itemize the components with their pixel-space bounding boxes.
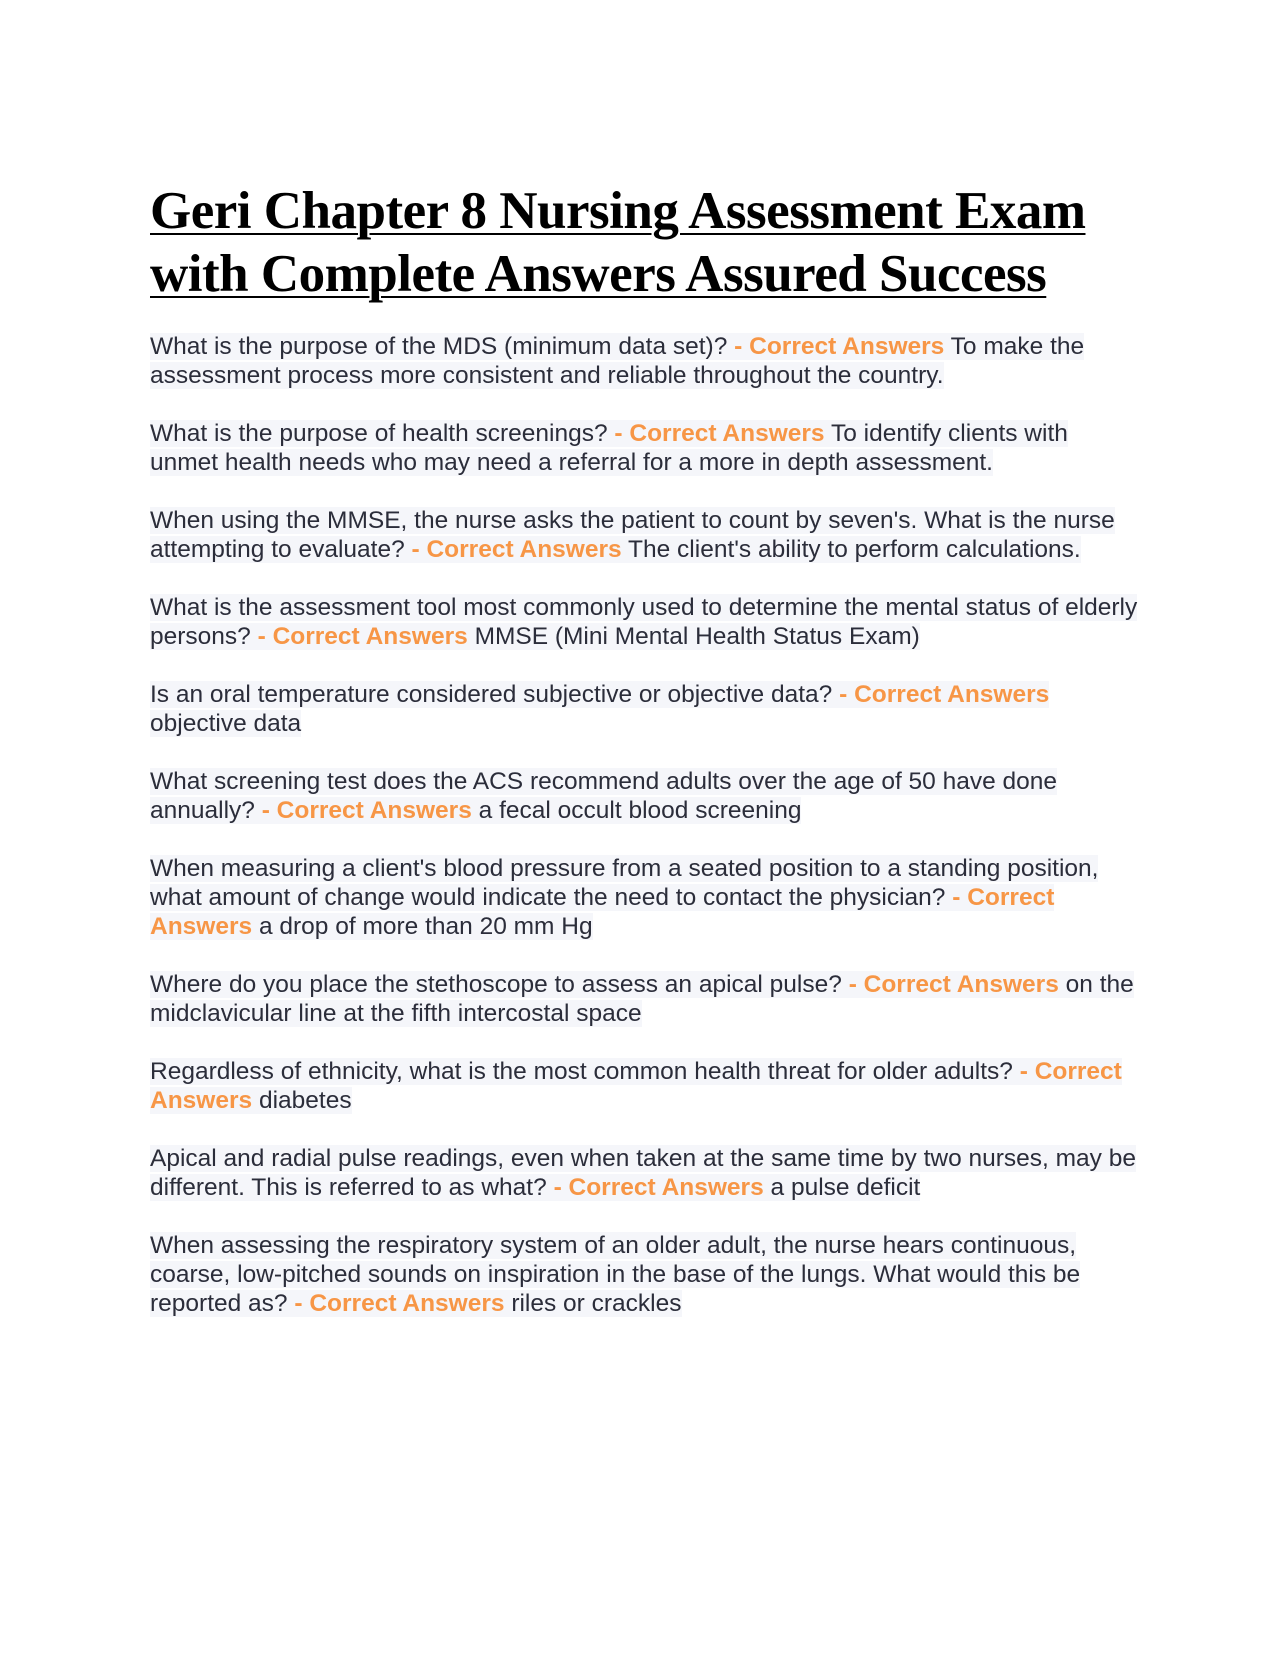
qa-item-5 xyxy=(150,680,1140,738)
answer-text: To make the assessment process more consistent and reliable throughout the country. xyxy=(150,333,1085,389)
question-text: Regardless of ethnicity, what is the most common health threat for older adults? xyxy=(150,1058,1013,1085)
answer-marker: - Correct Answers xyxy=(839,681,1050,708)
answer-text: on the midclavicular line at the fifth intercostal space xyxy=(150,971,1134,1027)
question-text: When measuring a client's blood pressure from a seated position to a standing position, what amount of change would indicate the need to contact the physician? xyxy=(150,855,1099,911)
qa-item-4 xyxy=(150,593,1140,651)
qa-item-9 xyxy=(150,1057,1140,1115)
question-text: What is the assessment tool most commonly used to determine the mental status of elderly persons? xyxy=(150,594,1138,650)
answer-text: a drop of more than 20 mm Hg xyxy=(258,913,593,940)
question-text: When assessing the respiratory system of an older adult, the nurse hears continuous, coarse, low-pitched sounds on inspiration in the base of the lungs. What would this be reported as? xyxy=(150,1232,1081,1317)
answer-marker: - Correct Answers xyxy=(294,1290,505,1317)
answer-text: a pulse deficit xyxy=(770,1174,921,1201)
question-text: What screening test does the ACS recommend adults over the age of 50 have done annually? xyxy=(150,768,1058,824)
answer-marker: - Correct Answers xyxy=(848,971,1059,998)
qa-item-7 xyxy=(150,854,1140,941)
qa-item-1 xyxy=(150,332,1140,390)
question-text: When using the MMSE, the nurse asks the patient to count by seven's. What is the nurse attempting to evaluate? xyxy=(150,507,1115,563)
answer-text: The client's ability to perform calculations. xyxy=(628,536,1081,563)
question-text: Where do you place the stethoscope to assess an apical pulse? xyxy=(150,971,842,998)
answer-marker: - Correct Answers xyxy=(614,420,825,447)
answer-marker: - Correct Answers xyxy=(257,623,468,650)
question-text: Apical and radial pulse readings, even when taken at the same time by two nurses, may be different. This is referred to as what? xyxy=(150,1145,1136,1201)
qa-item-6 xyxy=(150,767,1140,825)
question-text: What is the purpose of the MDS (minimum data set)? xyxy=(150,333,728,360)
qa-item-11 xyxy=(150,1231,1140,1318)
answer-text: MMSE (Mini Mental Health Status Exam) xyxy=(474,623,920,650)
answer-text: objective data xyxy=(150,710,302,737)
question-text: Is an oral temperature considered subjective or objective data? xyxy=(150,681,833,708)
document-title: Geri Chapter 8 Nursing Assessment Exam with Complete Answers Assured Success xyxy=(150,182,1086,303)
answer-marker: - Correct Answers xyxy=(150,884,1055,940)
document-page xyxy=(150,180,1140,1347)
answer-text: To identify clients with unmet health needs who may need a referral for a more in depth assessment. xyxy=(150,420,1068,476)
answer-marker: - Correct Answers xyxy=(411,536,622,563)
qa-item-3 xyxy=(150,506,1140,564)
answer-text: diabetes xyxy=(258,1087,352,1114)
answer-marker: - Correct Answers xyxy=(553,1174,764,1201)
answer-marker: - Correct Answers xyxy=(734,333,945,360)
question-text: What is the purpose of health screenings? xyxy=(150,420,608,447)
answer-marker: - Correct Answers xyxy=(261,797,472,824)
qa-item-10 xyxy=(150,1144,1140,1202)
answer-text: a fecal occult blood screening xyxy=(478,797,802,824)
answer-marker: - Correct Answers xyxy=(150,1058,1122,1114)
answer-text: riles or crackles xyxy=(511,1290,682,1317)
qa-item-8 xyxy=(150,970,1140,1028)
qa-item-2 xyxy=(150,419,1140,477)
